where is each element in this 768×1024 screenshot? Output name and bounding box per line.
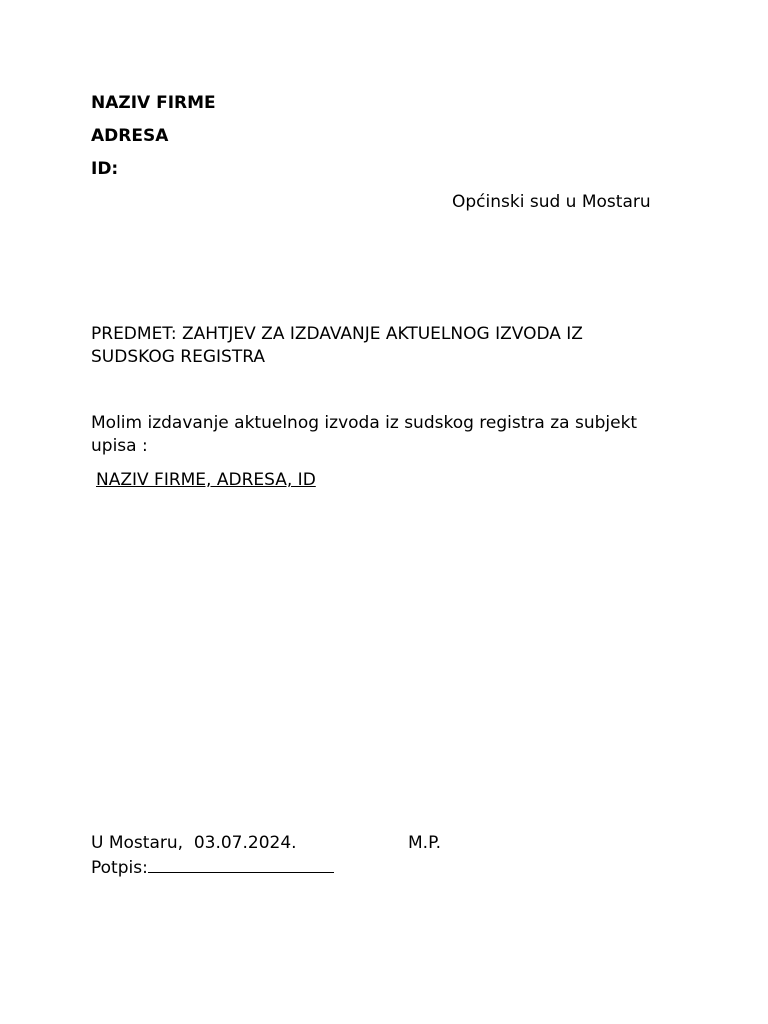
subject-entity: NAZIV FIRME, ADRESA, ID — [96, 470, 316, 490]
company-id-label: ID: — [91, 159, 119, 179]
company-address: ADRESA — [91, 126, 169, 146]
body-line-2: upisa : — [91, 436, 148, 456]
body-line-1: Molim izdavanje aktuelnog izvoda iz sudskog registra za subjekt — [91, 413, 638, 433]
recipient-court: Općinski sud u Mostaru — [452, 192, 651, 212]
signature-label: Potpis: — [91, 858, 148, 878]
subject-line-1: PREDMET: ZAHTJEV ZA IZDAVANJE AKTUELNOG IZVODA IZ — [91, 324, 583, 344]
signature-block — [91, 855, 334, 880]
subject-line-2: SUDSKOG REGISTRA — [91, 347, 265, 367]
signature-line — [148, 855, 334, 873]
stamp-label: M.P. — [408, 833, 442, 853]
company-name: NAZIV FIRME — [91, 93, 216, 113]
place-and-date: U Mostaru, 03.07.2024. — [91, 833, 297, 853]
request-body — [91, 412, 671, 458]
subject-heading — [91, 323, 651, 369]
